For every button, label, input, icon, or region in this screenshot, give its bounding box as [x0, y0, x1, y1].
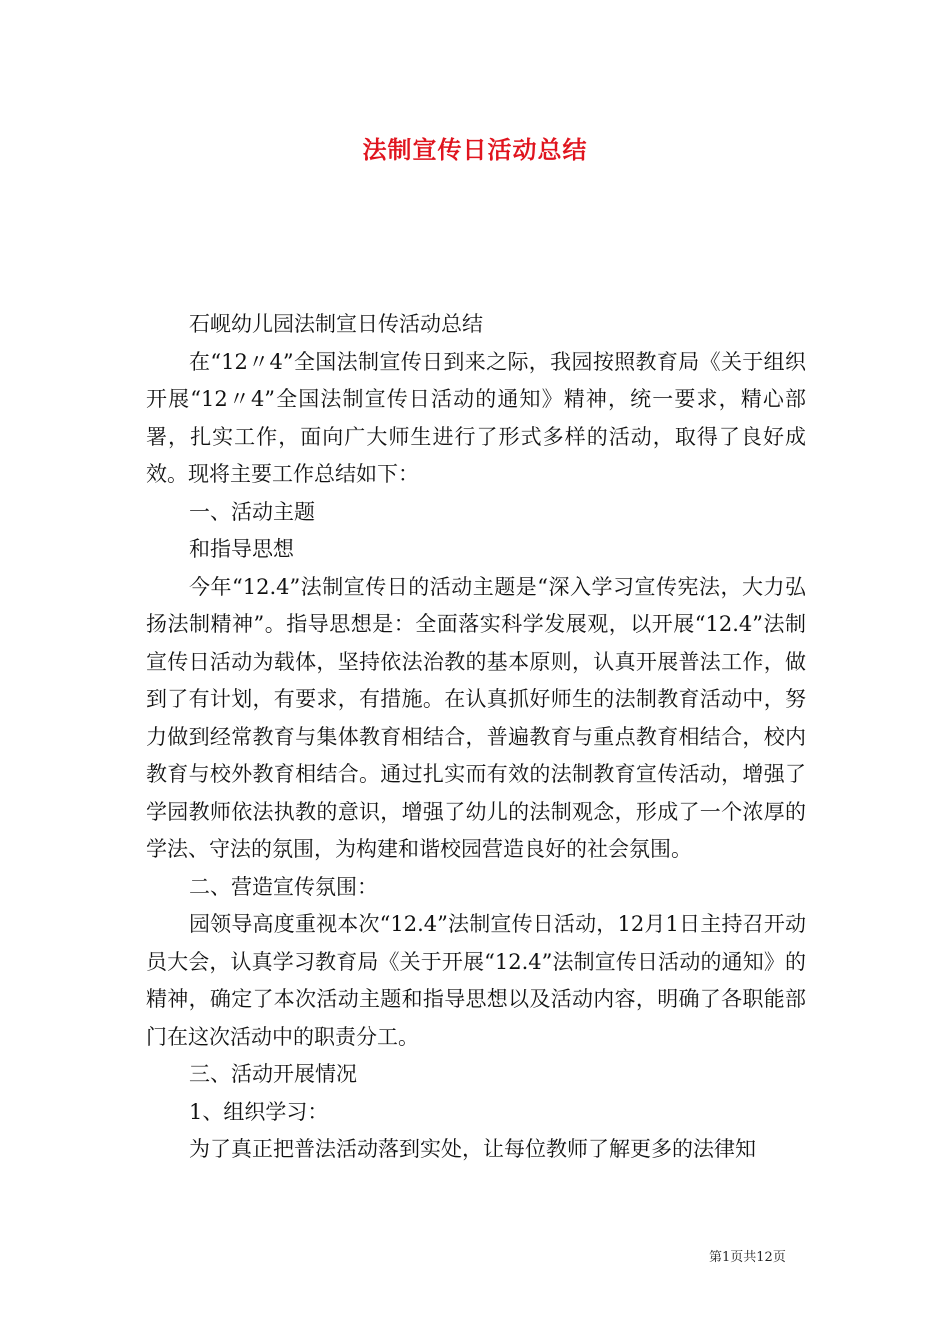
- document-body: [146, 306, 806, 1169]
- paragraph-intro: 在“12〃4”全国法制宣传日到来之际，我园按照教育局《关于组织开展“12〃4”全国法制宣传日活动的通知》精神，统一要求，精心部署，扎实工作，面向广大师生进行了形式多样的活动，取得了良好成效。现将主要工作总结如下：: [146, 349, 806, 486]
- paragraph-theme: 今年“12.4”法制宣传日的活动主题是“深入学习宣传宪法，大力弘扬法制精神”。指导思想是：全面落实科学发展观，以开展“12.4”法制宣传日活动为载体，坚持依法治教的基本原则，认真开展普法工作，做到了有计划，有要求，有措施。在认真抓好师生的法制教育活动中，努力做到经常教育与集体教育相结合，普遍教育与重点教育相结合，校内教育与校外教育相结合。通过扎实而有效的法制教育宣传活动，增强了学园教师依法执教的意识，增强了幼儿的法制观念，形成了一个浓厚的学法、守法的氛围，为构建和谐校园营造良好的社会氛围。: [146, 574, 806, 861]
- paragraph-study: 为了真正把普法活动落到实处，让每位教师了解更多的法律知: [189, 1137, 756, 1161]
- section-heading-1: 一、活动主题: [189, 499, 315, 524]
- document-title: 法制宣传日活动总结: [362, 135, 588, 164]
- paragraph-atmosphere: 园领导高度重视本次“12.4”法制宣传日活动，12月1日主持召开动员大会，认真学习教育局《关于开展“12.4”法制宣传日活动的通知》的精神，确定了本次活动主题和指导思想以及活动内容，明确了各职能部门在这次活动中的职责分工。: [146, 912, 806, 1049]
- paragraph-subtitle: 石岘幼儿园法制宣日传活动总结: [189, 312, 483, 336]
- subsection-heading-1: 1、组织学习：: [189, 1099, 329, 1124]
- page-number: 第1页共12页: [709, 1250, 786, 1265]
- section-heading-2: 二、营造宣传氛围：: [189, 874, 378, 899]
- section-heading-3: 三、活动开展情况: [189, 1062, 357, 1086]
- section-heading-1-cont: 和指导思想: [189, 537, 294, 561]
